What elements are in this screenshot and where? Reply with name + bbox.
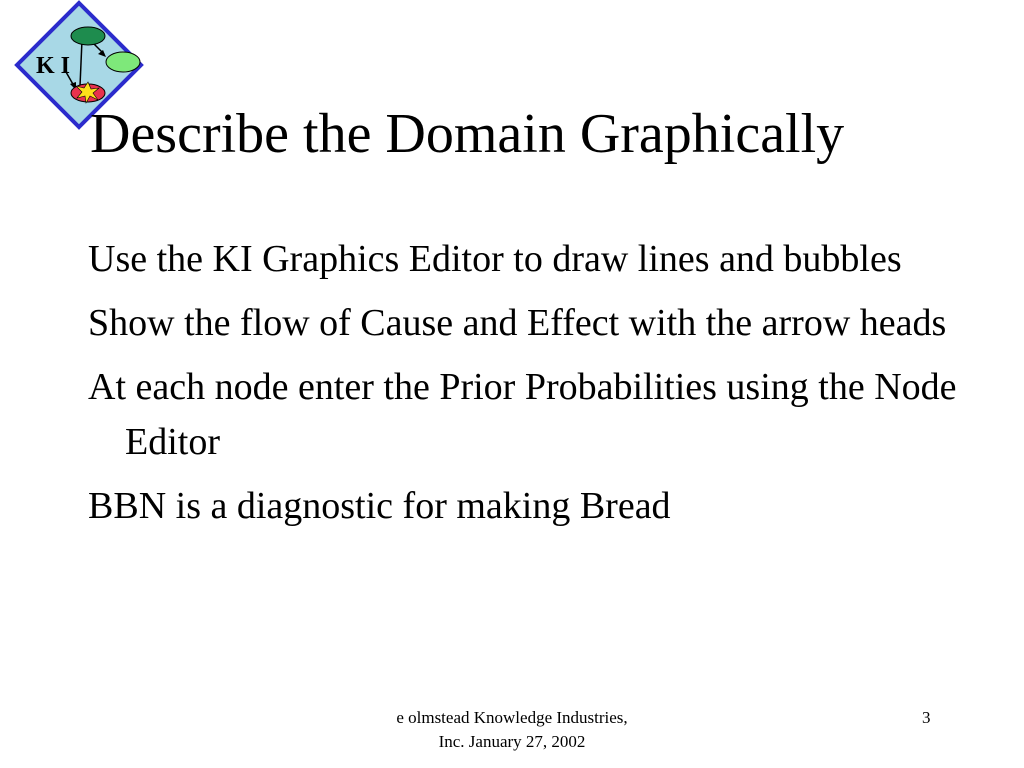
footer-credit-line-2: Inc. January 27, 2002 xyxy=(438,732,586,751)
page-number: 3 xyxy=(922,708,931,727)
bullet-list xyxy=(88,232,968,543)
logo-node-top xyxy=(71,27,105,45)
logo-text: K I xyxy=(36,53,71,79)
footer-credit-line-1: e olmstead Knowledge Industries, xyxy=(396,708,628,727)
footer-credit xyxy=(352,706,672,754)
bullet-item: BBN is a diagnostic for making Bread xyxy=(88,485,671,527)
bullet-item: Show the flow of Cause and Effect with the arrow heads xyxy=(88,302,947,344)
bullet-item: Use the KI Graphics Editor to draw lines and bubbles xyxy=(88,238,902,280)
logo-node-right xyxy=(106,52,140,72)
bullet-item: At each node enter the Prior Probabilities using the Node Editor xyxy=(88,366,957,463)
slide-title: Describe the Domain Graphically xyxy=(90,103,845,165)
